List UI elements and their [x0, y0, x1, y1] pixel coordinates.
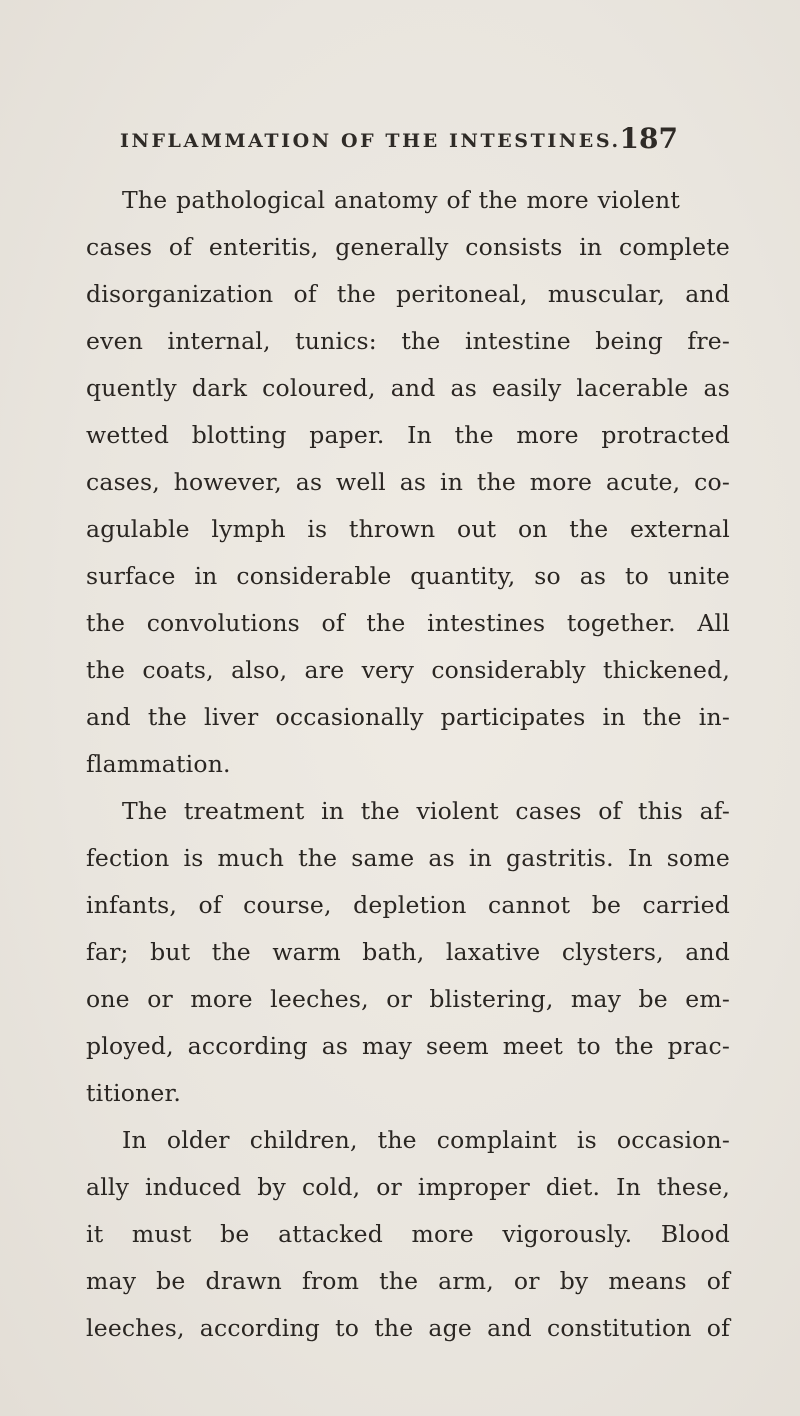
text-line: In older children, the complaint is occasion-	[122, 1126, 730, 1154]
text-line: may be drawn from the arm, or by means of	[86, 1267, 730, 1295]
text-line: The treatment in the violent cases of this af-	[122, 797, 730, 825]
paragraph-3	[86, 1117, 730, 1352]
text-line: one or more leeches, or blistering, may be em-	[86, 985, 730, 1013]
text-line: even internal, tunics: the intestine being fre-	[86, 327, 730, 355]
text-line: fection is much the same as in gastritis. In some	[86, 844, 730, 872]
paragraph-1	[86, 177, 730, 788]
text-line: infants, of course, depletion cannot be carried	[86, 891, 730, 919]
text-line: it must be attacked more vigorously. Blood	[86, 1220, 730, 1248]
text-line: leeches, according to the age and constitution of	[86, 1314, 730, 1342]
text-line: agulable lymph is thrown out on the external	[86, 515, 730, 543]
text-line: flammation.	[86, 750, 231, 778]
text-line: far; but the warm bath, laxative clysters, and	[86, 938, 730, 966]
text-line: and the liver occasionally participates in the in-	[86, 703, 730, 731]
text-line: ally induced by cold, or improper diet. In these,	[86, 1173, 730, 1201]
body-text	[86, 177, 730, 1352]
text-line: quently dark coloured, and as easily lacerable as	[86, 374, 730, 402]
text-line: the convolutions of the intestines together. All	[86, 609, 730, 637]
page-number: 187	[619, 122, 678, 155]
running-head: INFLAMMATION OF THE INTESTINES.	[120, 130, 621, 152]
text-line: The pathological anatomy of the more violent	[122, 186, 680, 214]
text-line: cases of enteritis, generally consists in complete	[86, 233, 730, 261]
text-line: the coats, also, are very considerably thickened,	[86, 656, 730, 684]
text-line: titioner.	[86, 1079, 182, 1107]
text-line: wetted blotting paper. In the more protracted	[86, 421, 730, 449]
text-line: surface in considerable quantity, so as to unite	[86, 562, 730, 590]
paragraph-2	[86, 788, 730, 1117]
text-line: ployed, according as may seem meet to the prac-	[86, 1032, 730, 1060]
page-header	[120, 122, 680, 166]
text-line: disorganization of the peritoneal, muscular, and	[86, 280, 730, 308]
text-line: cases, however, as well as in the more acute, co-	[86, 468, 730, 496]
